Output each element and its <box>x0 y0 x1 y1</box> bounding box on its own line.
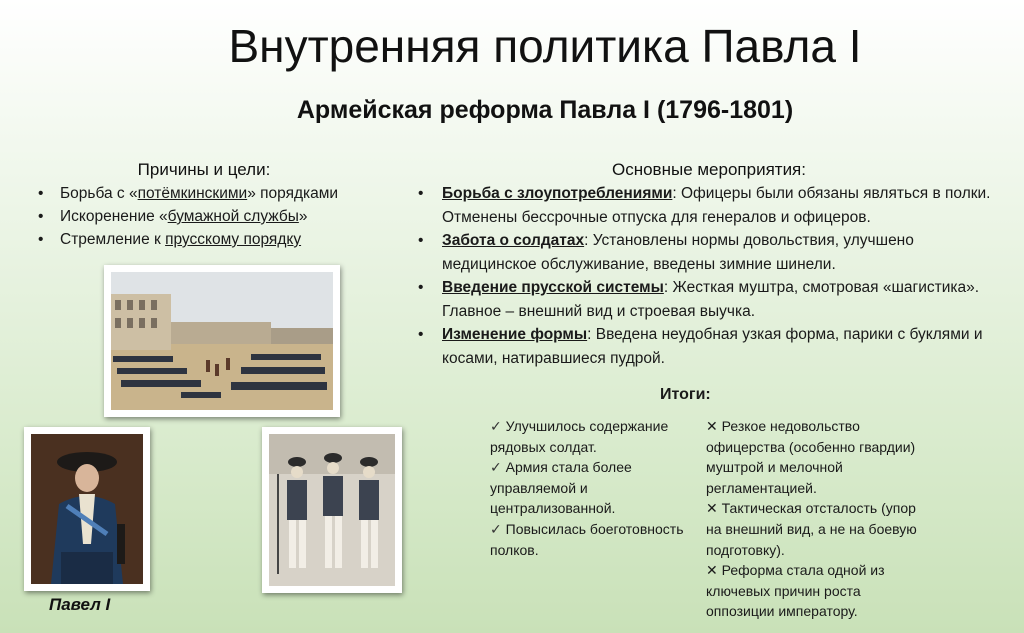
result-text: Тактическая отсталость (упор на внешний вид, а не на боевую подготовку). <box>706 500 917 558</box>
item-term: Борьба с злоупотреблениями <box>442 185 673 202</box>
list-item <box>414 276 1004 323</box>
item-link[interactable]: бумажной службы <box>167 208 299 225</box>
portrait-of-paul-i <box>24 427 150 591</box>
item-text: Борьба с « <box>60 185 138 202</box>
list-item <box>34 182 404 205</box>
list-item <box>34 228 404 251</box>
parade-painting <box>104 265 340 417</box>
item-text: : Офицеры были обязаны являться в полки. Отменены бессрочные отпуска для генералов и офицеров. <box>442 185 991 226</box>
result-text: Повысилась боеготовность полков. <box>490 520 684 558</box>
item-text: Искоренение « <box>60 208 168 225</box>
result-positive-item <box>490 519 698 560</box>
checkmark-icon: ✓ <box>490 418 502 434</box>
item-text: : Установлены нормы довольствия, улучшено медицинское обслуживание, введены зимние шинели. <box>442 232 914 273</box>
checkmark-icon: ✓ <box>490 520 502 537</box>
item-link[interactable]: прусскому порядку <box>165 231 302 248</box>
cross-icon: ✕ <box>706 562 718 579</box>
result-positive-item <box>490 457 698 519</box>
item-link[interactable]: потёмкинскими <box>137 185 248 202</box>
list-item <box>414 323 1004 370</box>
measures-list <box>414 182 1004 370</box>
soldiers-in-uniform-engraving <box>262 427 402 593</box>
result-text: Армия стала более управляемой и централизованной. <box>490 459 632 517</box>
results-positive <box>490 416 698 560</box>
measures-heading: Основные мероприятия: <box>611 160 806 179</box>
list-item <box>414 182 1004 229</box>
item-text: : Введена неудобная узкая форма, парики с буклями и косами, натиравшиеся пудрой. <box>442 326 983 367</box>
item-text: » порядками <box>247 185 339 202</box>
item-term: Введение прусской системы <box>442 279 664 296</box>
causes-section <box>34 160 404 251</box>
results-negative <box>706 416 918 622</box>
cross-icon: ✕ <box>706 418 718 434</box>
measures-section <box>414 160 1004 370</box>
item-text: » <box>298 208 308 225</box>
result-text: Резкое недовольство офицерства (особенно гвардии) муштрой и мелочной регламентацией. <box>706 418 916 496</box>
causes-list <box>34 182 404 251</box>
portrait-image <box>31 434 143 584</box>
item-term: Забота о солдатах <box>442 232 585 249</box>
results-heading: Итоги: <box>660 386 711 403</box>
result-negative-item <box>706 560 918 622</box>
result-positive-item <box>490 416 698 457</box>
result-text: Улучшилось содержание рядовых солдат. <box>490 418 669 455</box>
item-term: Изменение формы <box>442 326 588 343</box>
item-text: : Жесткая муштра, смотровая «шагистика». Главное – внешний вид и строевая выучка. <box>442 279 980 320</box>
slide-subtitle: Армейская реформа Павла I (1796-1801) <box>296 96 794 124</box>
result-negative-item <box>706 498 918 560</box>
causes-heading: Причины и цели: <box>137 160 271 179</box>
checkmark-icon: ✓ <box>490 459 502 476</box>
list-item <box>414 229 1004 276</box>
cross-icon: ✕ <box>706 500 718 517</box>
list-item <box>34 205 404 228</box>
portrait-caption: Павел I <box>49 595 111 614</box>
result-negative-item <box>706 416 918 498</box>
slide-title: Внутренняя политика Павла I <box>228 20 862 72</box>
result-text: Реформа стала одной из ключевых причин роста оппозиции императору. <box>706 562 885 620</box>
parade-image <box>111 272 333 410</box>
soldiers-image <box>269 434 395 586</box>
item-text: Стремление к <box>60 231 166 248</box>
